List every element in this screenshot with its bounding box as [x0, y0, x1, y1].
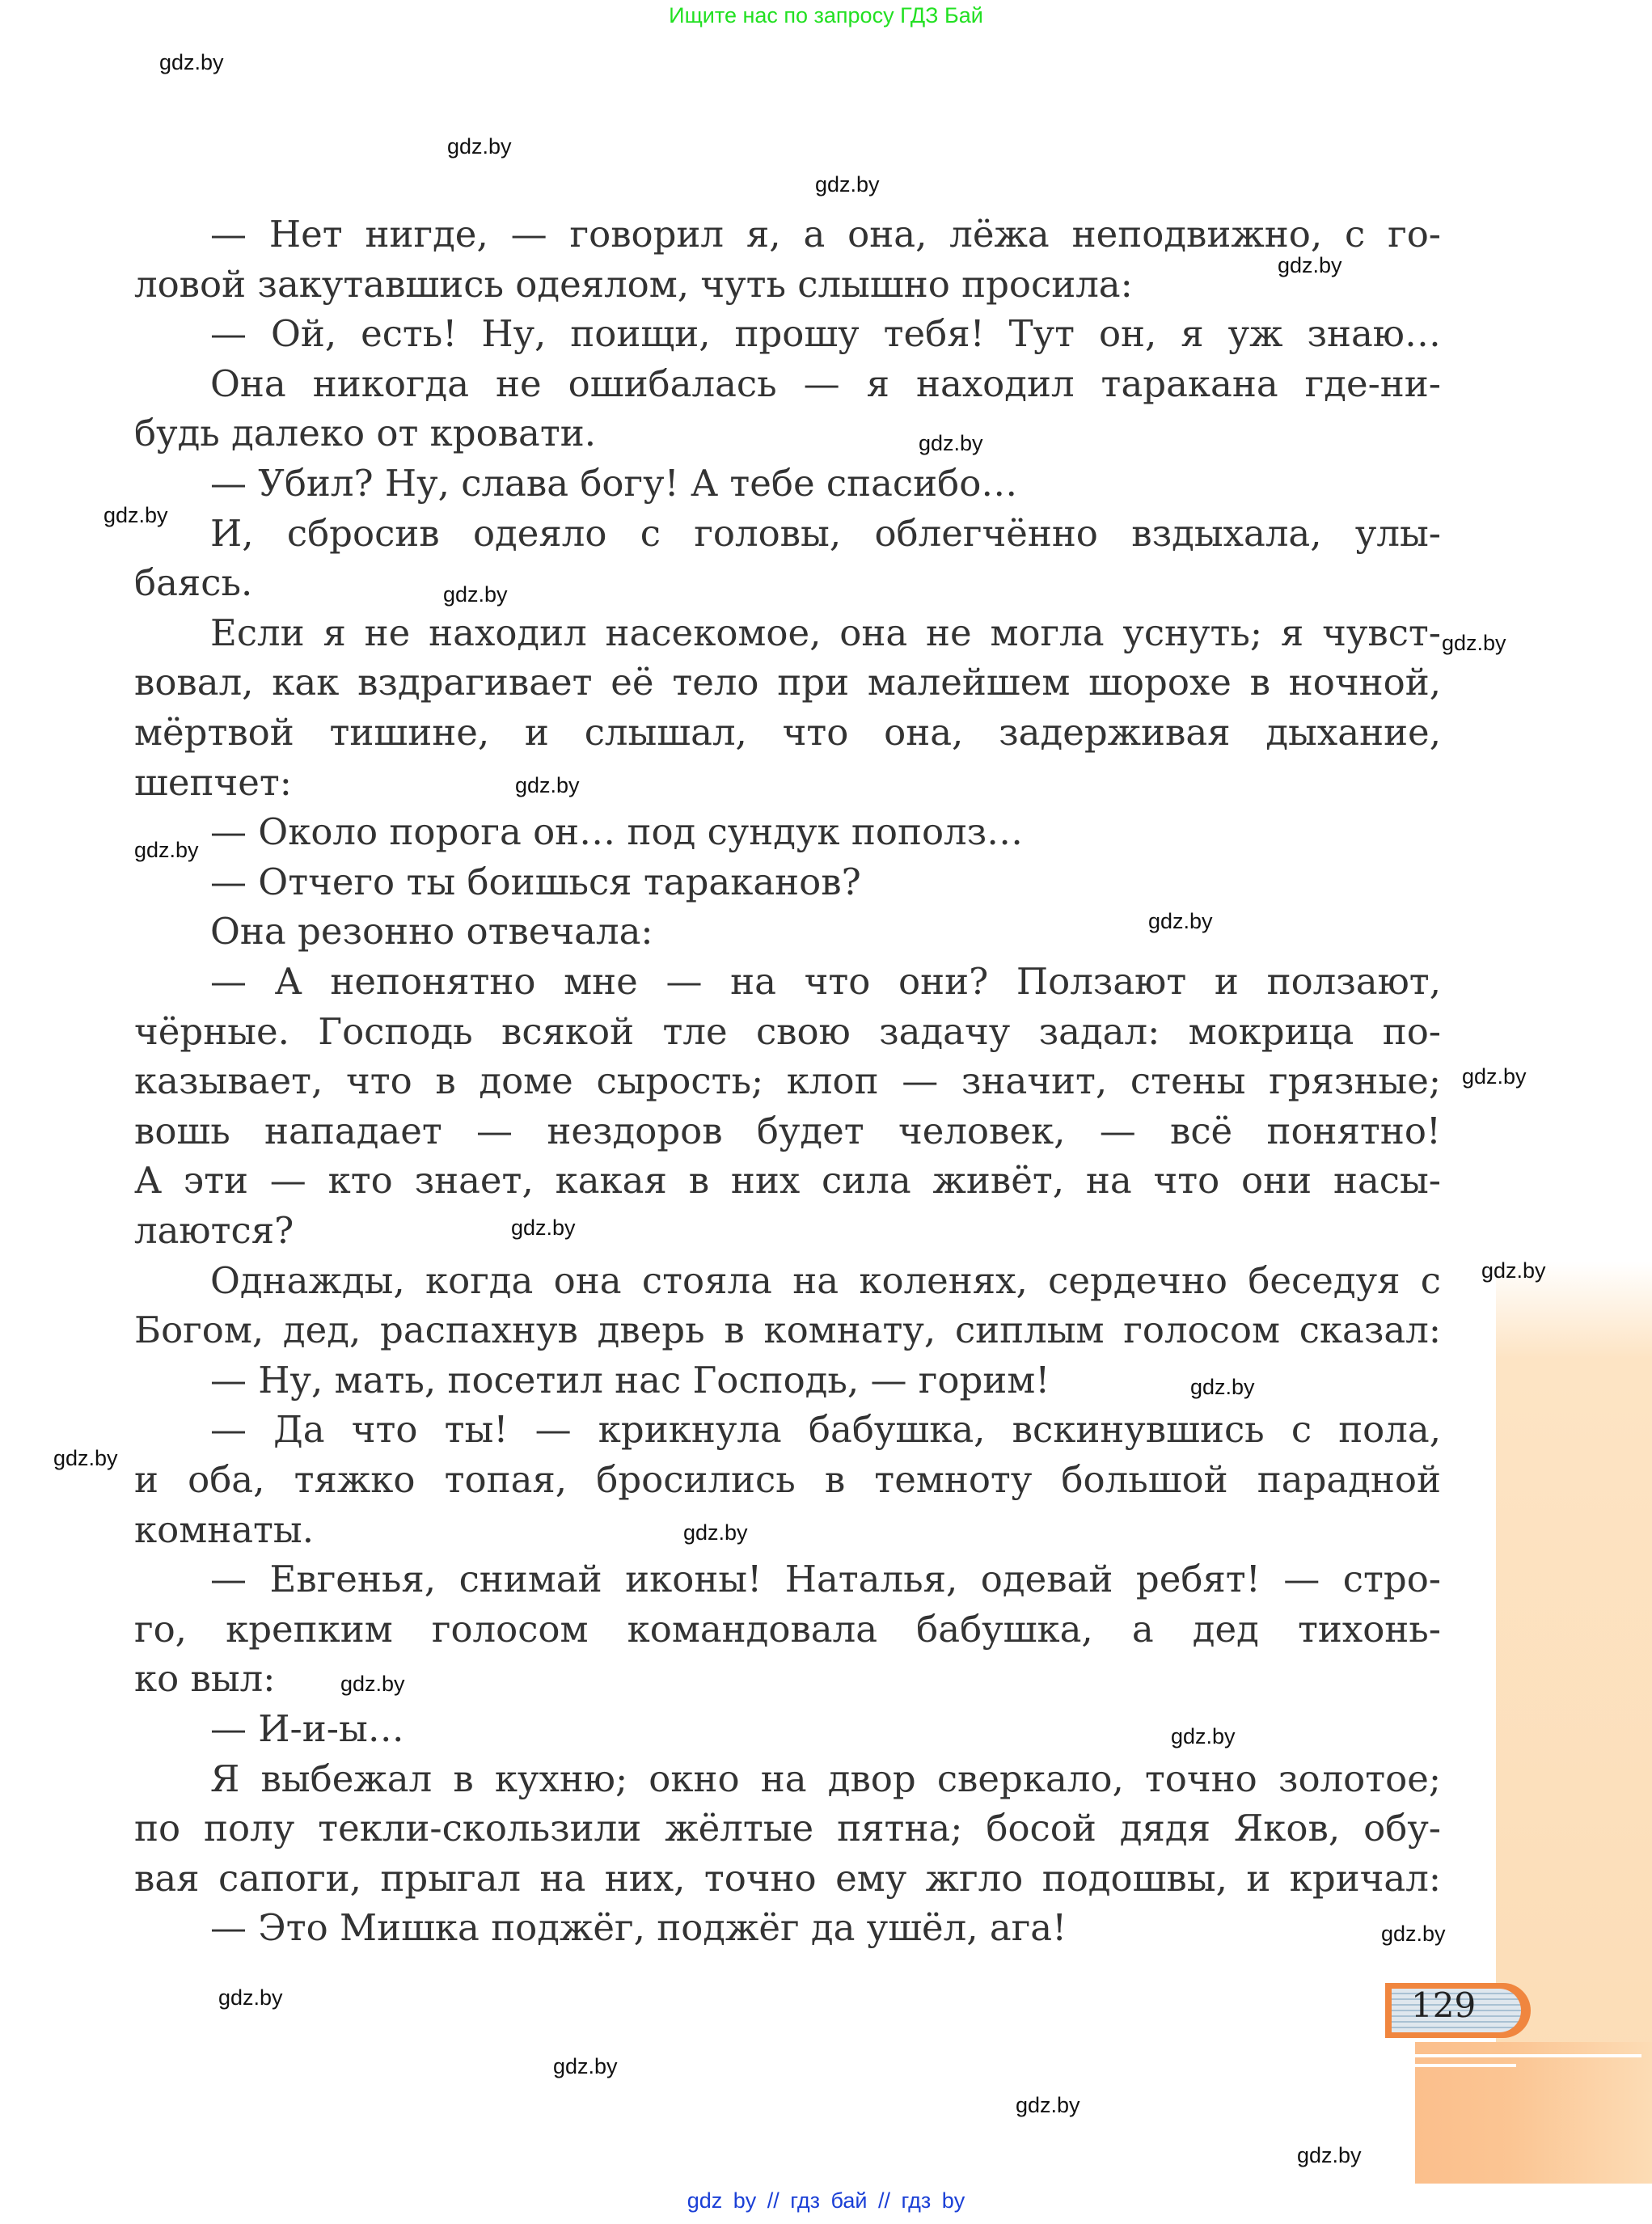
watermark: gdz.by — [443, 582, 508, 607]
text-line: Однажды, когда она стояла на коленях, сердечно беседуя с — [210, 1258, 1441, 1302]
text-line: — Около порога он… под сундук пополз… — [210, 810, 1024, 854]
watermark: gdz.by — [134, 838, 199, 862]
page-number: 129 — [1411, 1985, 1477, 2025]
text-line: Я выбежал в кухню; окно на двор сверкало, точно золотое; — [210, 1757, 1441, 1800]
text-line: ко выл: — [134, 1657, 276, 1701]
text-line: Богом, дед, распахнув дверь в комнату, сиплым голосом сказал: — [134, 1309, 1441, 1352]
text-line: Если я не находил насекомое, она не могла уснуть; я чувст- — [210, 611, 1441, 654]
watermark: gdz.by — [1297, 2143, 1362, 2167]
text-line: баясь. — [134, 561, 253, 605]
decorative-rule — [1415, 2064, 1516, 2067]
text-line: ловой закутавшись одеялом, чуть слышно просила: — [134, 262, 1133, 306]
text-line: вошь нападает — нездоров будет человек, — всё понятно! — [134, 1109, 1441, 1152]
watermark: gdz.by — [53, 1446, 118, 1470]
decorative-rule — [1415, 2054, 1641, 2057]
text-line: — Отчего ты боишься тараканов? — [210, 860, 861, 903]
text-line: лаются? — [134, 1209, 294, 1252]
watermark: gdz.by — [815, 172, 880, 197]
text-line: — А непонятно мне — на что они? Ползают и ползают, — [210, 960, 1441, 1003]
text-line: — Евгенья, снимай иконы! Наталья, одевай ребят! — стро- — [210, 1558, 1441, 1601]
watermark: gdz.by — [1481, 1258, 1546, 1283]
bottom-banner: gdz by // гдз бай // гдз by — [687, 2188, 965, 2213]
watermark: gdz.by — [919, 431, 983, 455]
text-line: чёрные. Господь всякой тле свою задачу задал: мокрица по- — [134, 1009, 1441, 1053]
text-line: А эти — кто знает, какая в них сила живёт, на что они насы- — [134, 1159, 1441, 1203]
watermark: gdz.by — [1016, 2093, 1080, 2117]
watermark: gdz.by — [1171, 1724, 1236, 1748]
text-line: Она резонно отвечала: — [210, 910, 653, 953]
watermark: gdz.by — [1190, 1375, 1255, 1399]
watermark: gdz.by — [340, 1672, 405, 1696]
text-line: шепчет: — [134, 760, 292, 804]
watermark: gdz.by — [104, 503, 168, 527]
watermark: gdz.by — [218, 1985, 283, 2010]
watermark: gdz.by — [1462, 1064, 1527, 1089]
text-line: — Нет нигде, — говорил я, а она, лёжа неподвижно, с го- — [210, 213, 1441, 256]
text-line: по полу текли-скользили жёлтые пятна; босой дядя Яков, обу- — [134, 1807, 1441, 1850]
watermark: gdz.by — [553, 2054, 618, 2078]
text-line: — Ну, мать, посетил нас Господь, — горим! — [210, 1358, 1050, 1402]
watermark: gdz.by — [1278, 253, 1342, 277]
watermark: gdz.by — [447, 134, 512, 159]
text-line: — Это Мишка поджёг, поджёг да ушёл, ага! — [210, 1906, 1067, 1950]
watermark: gdz.by — [515, 773, 580, 797]
watermark: gdz.by — [1148, 909, 1213, 933]
watermark: gdz.by — [1442, 631, 1506, 655]
text-line: вая сапоги, прыгал на них, точно ему жгло подошвы, и кричал: — [134, 1856, 1441, 1900]
text-line: — Да что ты! — крикнула бабушка, вскинувшись с пола, — [210, 1408, 1441, 1452]
text-line: го, крепким голосом командовала бабушка, а дед тихонь- — [134, 1607, 1441, 1651]
text-line: И, сбросив одеяло с головы, облегчённо вздыхала, улы- — [210, 511, 1441, 555]
text-line: — Убил? Ну, слава богу! А тебе спасибо… — [210, 462, 1018, 505]
text-line: и оба, тяжко топая, бросились в темноту большой парадной — [134, 1458, 1441, 1501]
watermark: gdz.by — [683, 1520, 748, 1545]
top-banner: Ищите нас по запросу ГДЗ Бай — [669, 3, 983, 27]
text-line: комнаты. — [134, 1507, 315, 1551]
text-line: — И-и-ы… — [210, 1707, 404, 1750]
text-line: мёртвой тишине, и слышал, что она, задерживая дыхание, — [134, 711, 1441, 754]
watermark: gdz.by — [511, 1216, 576, 1240]
text-line: — Ой, есть! Ну, поищи, прошу тебя! Тут он, я уж знаю… — [210, 312, 1441, 356]
watermark: gdz.by — [159, 50, 224, 74]
text-line: будь далеко от кровати. — [134, 412, 597, 455]
text-line: казывает, что в доме сырость; клоп — значит, стены грязные; — [134, 1059, 1441, 1103]
watermark: gdz.by — [1381, 1922, 1446, 1946]
text-line: Она никогда не ошибалась — я находил таракана где-ни- — [210, 362, 1441, 405]
text-line: вовал, как вздрагивает её тело при малейшем шорохе в ночной, — [134, 661, 1441, 704]
